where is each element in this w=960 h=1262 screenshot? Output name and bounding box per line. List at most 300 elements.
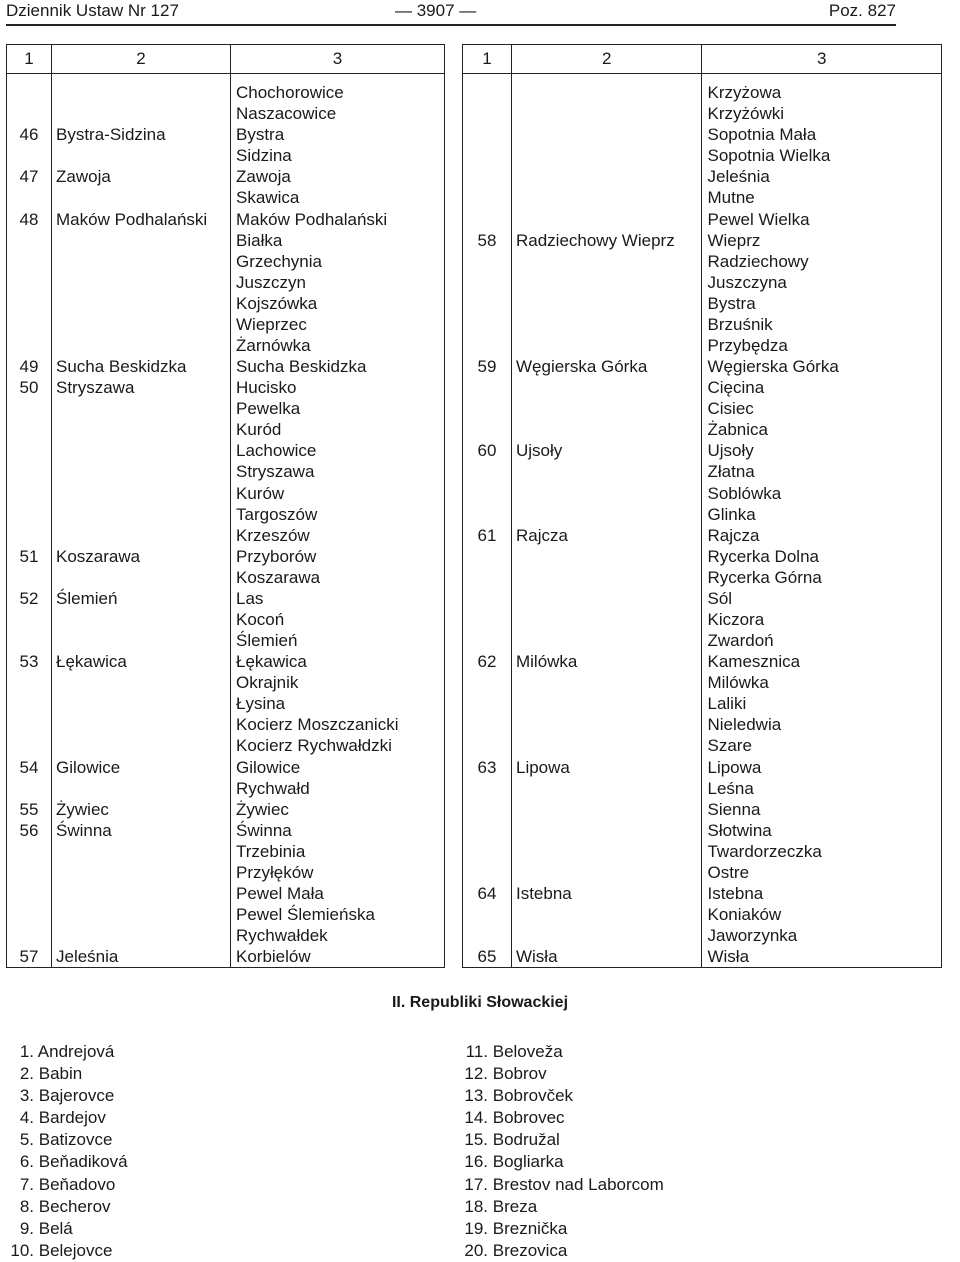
left-row-number xyxy=(7,335,52,356)
left-row-number xyxy=(7,187,52,208)
right-table-row xyxy=(463,883,942,904)
right-table-row xyxy=(463,925,942,946)
left-village-name: Lachowice xyxy=(231,440,445,461)
slovak-right-item-number: 15. xyxy=(464,1130,488,1150)
right-table-row xyxy=(463,461,942,482)
left-table-row xyxy=(7,841,445,862)
right-village-name: Żabnica xyxy=(702,419,942,440)
left-village-name: Łysina xyxy=(231,693,445,714)
slovak-right-item-name: Breznička xyxy=(492,1218,568,1238)
left-village-name: Świnna xyxy=(231,820,445,841)
right-table-row xyxy=(463,841,942,862)
left-village-name: Skawica xyxy=(231,187,445,208)
left-table-row xyxy=(7,482,445,503)
left-table-row xyxy=(7,419,445,440)
left-table-row xyxy=(7,904,445,925)
left-row-number xyxy=(7,693,52,714)
right-row-number: 61 xyxy=(463,525,512,546)
right-municipality-name xyxy=(511,841,702,862)
right-municipality-name xyxy=(511,778,702,799)
right-table-row xyxy=(463,166,942,187)
slovak-left-list-item xyxy=(8,1240,128,1262)
left-table-row xyxy=(7,377,445,398)
left-row-number: 56 xyxy=(7,820,52,841)
left-table-row xyxy=(7,672,445,693)
left-table-row xyxy=(7,74,445,104)
left-village-name: Korbielów xyxy=(231,946,445,968)
right-village-name: Nieledwia xyxy=(702,714,942,735)
slovak-right-item-name: Bobrovček xyxy=(492,1086,574,1106)
slovak-left-item-name: Belá xyxy=(38,1218,73,1238)
right-municipality-name xyxy=(511,74,702,104)
slovak-left-item-name: Becherov xyxy=(38,1196,111,1216)
left-village-name: Pewel Ślemieńska xyxy=(231,904,445,925)
left-table-row xyxy=(7,588,445,609)
left-row-number: 50 xyxy=(7,377,52,398)
left-row-number xyxy=(7,841,52,862)
left-table-row xyxy=(7,778,445,799)
right-municipality-name xyxy=(511,504,702,525)
left-table-row xyxy=(7,272,445,293)
right-municipality-name xyxy=(511,251,702,272)
left-municipality-name xyxy=(52,419,231,440)
slovak-list-left xyxy=(8,1041,128,1262)
left-row-number xyxy=(7,440,52,461)
left-village-name: Grzechynia xyxy=(231,251,445,272)
right-table-row xyxy=(463,820,942,841)
left-village-name: Rychwałdek xyxy=(231,925,445,946)
left-municipality-name xyxy=(52,230,231,251)
right-table-row xyxy=(463,398,942,419)
left-table-row xyxy=(7,630,445,651)
left-village-name: Zawoja xyxy=(231,166,445,187)
right-village-name: Sopotnia Wielka xyxy=(702,145,942,166)
slovak-left-item-number: 2. xyxy=(19,1064,34,1084)
left-municipality-name xyxy=(52,525,231,546)
slovak-right-item-name: Breza xyxy=(492,1196,538,1216)
right-table-row xyxy=(463,862,942,883)
right-municipality-name: Lipowa xyxy=(511,757,702,778)
right-table-row xyxy=(463,630,942,651)
left-village-name: Kocierz Moszczanicki xyxy=(231,714,445,735)
left-municipality-name xyxy=(52,904,231,925)
left-village-name: Kojszówka xyxy=(231,293,445,314)
right-table-row xyxy=(463,293,942,314)
right-row-number xyxy=(463,103,512,124)
slovak-left-item-number: 10. xyxy=(10,1240,34,1260)
right-municipality-name xyxy=(511,314,702,335)
left-village-name: Juszczyn xyxy=(231,272,445,293)
left-municipality-table xyxy=(6,44,445,968)
left-municipality-name: Sucha Beskidzka xyxy=(52,356,231,377)
right-table-row xyxy=(463,208,942,229)
left-row-number xyxy=(7,272,52,293)
right-row-number xyxy=(463,482,512,503)
page-number: — 3907 — xyxy=(395,1,477,20)
slovak-left-item-number: 7. xyxy=(19,1174,34,1194)
right-table-row xyxy=(463,567,942,588)
slovak-left-item-name: Andrejová xyxy=(37,1042,115,1061)
slovak-left-item-name: Belejovce xyxy=(38,1240,113,1260)
left-row-number xyxy=(7,735,52,756)
right-village-name: Sól xyxy=(702,588,942,609)
right-village-name: Szare xyxy=(702,735,942,756)
right-village-name: Lipowa xyxy=(702,757,942,778)
right-municipality-name xyxy=(511,461,702,482)
left-municipality-name xyxy=(52,883,231,904)
left-municipality-name xyxy=(52,103,231,124)
right-table-row xyxy=(463,377,942,398)
slovak-left-item-number: 5. xyxy=(19,1130,34,1150)
left-village-name: Łękawica xyxy=(231,651,445,672)
left-table-row xyxy=(7,187,445,208)
right-municipality-name: Radziechowy Wieprz xyxy=(511,230,702,251)
right-table-row xyxy=(463,735,942,756)
right-municipality-name xyxy=(511,925,702,946)
left-municipality-name xyxy=(52,862,231,883)
right-row-number: 58 xyxy=(463,230,512,251)
slovak-left-item-number: 8. xyxy=(19,1196,34,1216)
right-village-name: Laliki xyxy=(702,693,942,714)
left-municipality-name xyxy=(52,145,231,166)
slovak-right-list-item xyxy=(462,1041,664,1063)
left-village-name: Stryszawa xyxy=(231,461,445,482)
slovak-right-item-name: Bobrovec xyxy=(492,1108,565,1128)
left-municipality-name xyxy=(52,609,231,630)
left-row-number xyxy=(7,630,52,651)
left-row-number xyxy=(7,145,52,166)
left-municipality-name: Ślemień xyxy=(52,588,231,609)
right-table-header-row xyxy=(463,45,942,74)
right-table-row xyxy=(463,314,942,335)
left-row-number xyxy=(7,609,52,630)
left-municipality-name xyxy=(52,440,231,461)
right-table-row xyxy=(463,651,942,672)
left-municipality-name xyxy=(52,672,231,693)
left-col-3-header: 3 xyxy=(231,45,445,74)
left-row-number: 48 xyxy=(7,208,52,229)
right-village-name: Kamesznica xyxy=(702,651,942,672)
left-village-name: Las xyxy=(231,588,445,609)
slovak-right-list-item xyxy=(462,1085,664,1107)
right-row-number xyxy=(463,377,512,398)
right-row-number xyxy=(463,546,512,567)
right-municipality-name xyxy=(511,124,702,145)
right-table-row xyxy=(463,757,942,778)
left-table-row xyxy=(7,714,445,735)
right-village-name: Juszczyna xyxy=(702,272,942,293)
right-municipality-name xyxy=(511,145,702,166)
left-table-row xyxy=(7,293,445,314)
slovak-right-item-number: 16. xyxy=(464,1152,488,1172)
left-table-row xyxy=(7,757,445,778)
left-row-number xyxy=(7,74,52,104)
slovak-right-list-item xyxy=(462,1107,664,1129)
right-row-number xyxy=(463,251,512,272)
left-municipality-name: Gilowice xyxy=(52,757,231,778)
right-village-name: Sienna xyxy=(702,799,942,820)
left-table-header-row xyxy=(7,45,445,74)
slovak-left-item-number: 3. xyxy=(19,1086,34,1106)
right-row-number xyxy=(463,609,512,630)
right-municipality-name xyxy=(511,588,702,609)
right-municipality-name: Ujsoły xyxy=(511,440,702,461)
left-village-name: Trzebinia xyxy=(231,841,445,862)
left-municipality-name xyxy=(52,335,231,356)
left-table-row xyxy=(7,609,445,630)
right-municipality-table xyxy=(462,44,942,968)
slovak-left-list-item xyxy=(8,1151,128,1173)
right-col-3-header: 3 xyxy=(702,45,942,74)
left-village-name: Naszacowice xyxy=(231,103,445,124)
section-title: II. Republiki Słowackiej xyxy=(391,994,569,1011)
right-table-row xyxy=(463,74,942,104)
right-table-row xyxy=(463,272,942,293)
left-row-number xyxy=(7,714,52,735)
slovak-right-item-number: 11. xyxy=(465,1042,488,1061)
right-row-number xyxy=(463,672,512,693)
left-village-name: Przyłęków xyxy=(231,862,445,883)
right-table-row xyxy=(463,356,942,377)
right-row-number xyxy=(463,314,512,335)
slovak-right-item-number: 13. xyxy=(464,1086,488,1106)
right-row-number xyxy=(463,293,512,314)
left-municipality-name xyxy=(52,693,231,714)
slovak-right-list-item xyxy=(462,1240,664,1262)
slovak-right-item-number: 19. xyxy=(464,1218,488,1238)
right-table-body xyxy=(463,74,942,968)
right-village-name: Krzyżowa xyxy=(702,74,942,104)
right-village-name: Cisiec xyxy=(702,398,942,419)
right-municipality-name xyxy=(511,398,702,419)
slovak-left-item-number: 9. xyxy=(19,1218,34,1238)
left-village-name: Wieprzec xyxy=(231,314,445,335)
right-village-name: Węgierska Górka xyxy=(702,356,942,377)
right-table-row xyxy=(463,335,942,356)
left-table-row xyxy=(7,145,445,166)
left-table-row xyxy=(7,166,445,187)
left-table-row xyxy=(7,651,445,672)
right-village-name: Jeleśnia xyxy=(702,166,942,187)
left-municipality-name: Świnna xyxy=(52,820,231,841)
left-village-name: Białka xyxy=(231,230,445,251)
right-village-name: Przybędza xyxy=(702,335,942,356)
right-row-number xyxy=(463,841,512,862)
right-village-name: Ujsoły xyxy=(702,440,942,461)
left-table-row xyxy=(7,862,445,883)
left-table-row xyxy=(7,314,445,335)
left-table-row xyxy=(7,440,445,461)
left-table-row xyxy=(7,356,445,377)
right-municipality-name xyxy=(511,377,702,398)
slovak-right-item-number: 12. xyxy=(464,1064,488,1084)
left-row-number xyxy=(7,398,52,419)
left-village-name: Koszarawa xyxy=(231,567,445,588)
left-village-name: Sidzina xyxy=(231,145,445,166)
left-municipality-name xyxy=(52,925,231,946)
left-table-row xyxy=(7,124,445,145)
left-municipality-name xyxy=(52,735,231,756)
right-row-number xyxy=(463,693,512,714)
right-village-name: Rycerka Górna xyxy=(702,567,942,588)
left-village-name: Żarnówka xyxy=(231,335,445,356)
right-municipality-name: Rajcza xyxy=(511,525,702,546)
right-village-name: Glinka xyxy=(702,504,942,525)
left-municipality-name xyxy=(52,187,231,208)
left-row-number xyxy=(7,672,52,693)
left-municipality-name: Żywiec xyxy=(52,799,231,820)
left-village-name: Kuród xyxy=(231,419,445,440)
left-village-name: Pewel Mała xyxy=(231,883,445,904)
right-village-name: Rycerka Dolna xyxy=(702,546,942,567)
left-village-name: Pewelka xyxy=(231,398,445,419)
left-row-number: 47 xyxy=(7,166,52,187)
left-table-row xyxy=(7,230,445,251)
left-table-row xyxy=(7,799,445,820)
left-table-row xyxy=(7,461,445,482)
right-village-name: Mutne xyxy=(702,187,942,208)
right-municipality-name xyxy=(511,609,702,630)
left-village-name: Krzeszów xyxy=(231,525,445,546)
slovak-right-list-item xyxy=(462,1218,664,1240)
right-table-row xyxy=(463,693,942,714)
right-municipality-name xyxy=(511,482,702,503)
right-municipality-name xyxy=(511,630,702,651)
right-municipality-name xyxy=(511,693,702,714)
slovak-left-item-name: Beňadiková xyxy=(38,1152,128,1172)
position-number: Poz. 827 xyxy=(828,1,896,20)
right-municipality-name xyxy=(511,862,702,883)
left-table-row xyxy=(7,735,445,756)
right-row-number: 62 xyxy=(463,651,512,672)
right-village-name: Słotwina xyxy=(702,820,942,841)
slovak-left-list-item xyxy=(8,1085,128,1107)
slovak-left-item-name: Bardejov xyxy=(38,1108,106,1128)
header-rule xyxy=(6,24,896,26)
slovak-left-list-item xyxy=(8,1041,128,1063)
slovak-right-item-name: Bodružal xyxy=(492,1130,560,1150)
left-table-row xyxy=(7,208,445,229)
left-municipality-name: Maków Podhalański xyxy=(52,208,231,229)
left-village-name: Kocierz Rychwałdzki xyxy=(231,735,445,756)
right-village-name: Leśna xyxy=(702,778,942,799)
right-municipality-name xyxy=(511,208,702,229)
slovak-right-list-item xyxy=(462,1063,664,1085)
right-row-number xyxy=(463,820,512,841)
left-village-name: Maków Podhalański xyxy=(231,208,445,229)
left-table-row xyxy=(7,883,445,904)
slovak-right-list-item xyxy=(462,1174,664,1196)
left-table-body xyxy=(7,74,445,968)
left-row-number xyxy=(7,862,52,883)
right-municipality-name xyxy=(511,820,702,841)
left-row-number: 57 xyxy=(7,946,52,968)
left-col-1-header: 1 xyxy=(7,45,52,74)
left-municipality-name: Łękawica xyxy=(52,651,231,672)
left-village-name: Chochorowice xyxy=(231,74,445,104)
left-row-number xyxy=(7,883,52,904)
left-municipality-name xyxy=(52,398,231,419)
right-row-number: 60 xyxy=(463,440,512,461)
right-municipality-name xyxy=(511,904,702,925)
right-col-2-header: 2 xyxy=(511,45,702,74)
slovak-left-list-item xyxy=(8,1174,128,1196)
left-village-name: Kurów xyxy=(231,482,445,503)
right-row-number: 63 xyxy=(463,757,512,778)
left-table-row xyxy=(7,103,445,124)
left-row-number xyxy=(7,778,52,799)
left-municipality-name xyxy=(52,461,231,482)
left-municipality-name xyxy=(52,778,231,799)
right-municipality-name xyxy=(511,567,702,588)
right-row-number xyxy=(463,187,512,208)
slovak-left-list-item xyxy=(8,1063,128,1085)
slovak-right-item-name: Beloveža xyxy=(492,1042,563,1061)
right-municipality-name xyxy=(511,272,702,293)
left-village-name: Gilowice xyxy=(231,757,445,778)
right-table-row xyxy=(463,799,942,820)
slovak-left-list-item xyxy=(8,1107,128,1129)
right-municipality-name xyxy=(511,735,702,756)
left-municipality-name xyxy=(52,251,231,272)
left-village-name: Hucisko xyxy=(231,377,445,398)
left-village-name: Sucha Beskidzka xyxy=(231,356,445,377)
slovak-left-item-name: Batizovce xyxy=(38,1130,113,1150)
right-row-number: 65 xyxy=(463,946,512,968)
right-table-row xyxy=(463,482,942,503)
right-row-number xyxy=(463,904,512,925)
left-table-row xyxy=(7,525,445,546)
left-table-row xyxy=(7,398,445,419)
right-municipality-name: Wisła xyxy=(511,946,702,968)
left-row-number xyxy=(7,251,52,272)
slovak-right-item-name: Bogliarka xyxy=(492,1152,564,1172)
left-municipality-name xyxy=(52,482,231,503)
right-row-number xyxy=(463,714,512,735)
slovak-right-list-item xyxy=(462,1129,664,1151)
right-municipality-name xyxy=(511,187,702,208)
left-village-name: Przyborów xyxy=(231,546,445,567)
left-municipality-name xyxy=(52,567,231,588)
right-village-name: Krzyżówki xyxy=(702,103,942,124)
slovak-left-item-number: 6. xyxy=(19,1152,34,1172)
right-row-number xyxy=(463,862,512,883)
right-municipality-name xyxy=(511,799,702,820)
left-row-number xyxy=(7,567,52,588)
slovak-left-list-item xyxy=(8,1196,128,1218)
right-village-name: Koniaków xyxy=(702,904,942,925)
right-table-row xyxy=(463,546,942,567)
left-table-row xyxy=(7,693,445,714)
left-municipality-name: Koszarawa xyxy=(52,546,231,567)
slovak-right-item-number: 20. xyxy=(464,1240,488,1260)
left-row-number: 55 xyxy=(7,799,52,820)
left-municipality-name xyxy=(52,314,231,335)
right-row-number xyxy=(463,799,512,820)
right-table-row xyxy=(463,230,942,251)
left-row-number: 51 xyxy=(7,546,52,567)
right-row-number xyxy=(463,735,512,756)
right-table-row xyxy=(463,187,942,208)
left-row-number xyxy=(7,904,52,925)
right-row-number xyxy=(463,588,512,609)
right-row-number: 59 xyxy=(463,356,512,377)
journal-title: Dziennik Ustaw Nr 127 xyxy=(6,1,179,20)
left-municipality-name: Stryszawa xyxy=(52,377,231,398)
left-row-number: 52 xyxy=(7,588,52,609)
left-table-row xyxy=(7,946,445,968)
right-municipality-name: Milówka xyxy=(511,651,702,672)
